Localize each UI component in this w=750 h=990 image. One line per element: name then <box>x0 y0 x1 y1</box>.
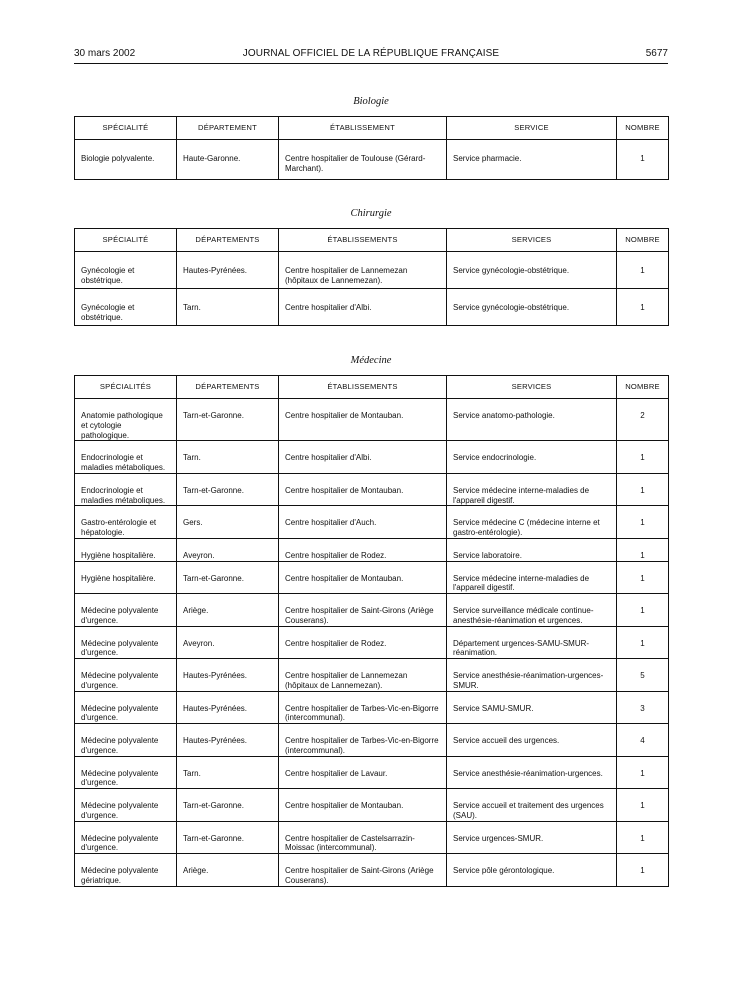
column-header-nombre: NOMBRE <box>617 229 669 252</box>
table-row <box>75 626 669 659</box>
cell-nombre: 1 <box>617 594 669 627</box>
table-row <box>75 561 669 594</box>
cell-specialite: Médecine polyvalente gériatrique. <box>75 854 177 887</box>
cell-nombre: 1 <box>617 252 669 289</box>
cell-departement: Haute-Garonne. <box>177 140 279 180</box>
cell-nombre: 1 <box>617 538 669 561</box>
cell-departement: Tarn. <box>177 756 279 789</box>
cell-nombre: 1 <box>617 506 669 539</box>
cell-specialite: Anatomie pathologique et cytologie pathologique. <box>75 399 177 441</box>
cell-departement: Ariège. <box>177 594 279 627</box>
cell-etablissement: Centre hospitalier de Castelsarrazin-Moissac (intercommunal). <box>279 821 447 854</box>
cell-departement: Gers. <box>177 506 279 539</box>
table-row <box>75 756 669 789</box>
cell-departement: Ariège. <box>177 854 279 887</box>
section-title-medecine: Médecine <box>350 355 392 366</box>
cell-etablissement: Centre hospitalier de Montauban. <box>279 561 447 594</box>
cell-nombre: 4 <box>617 724 669 757</box>
cell-specialite: Hygiène hospitalière. <box>75 538 177 561</box>
cell-etablissement: Centre hospitalier de Rodez. <box>279 538 447 561</box>
cell-nombre: 1 <box>617 821 669 854</box>
cell-departement: Tarn-et-Garonne. <box>177 399 279 441</box>
cell-nombre: 5 <box>617 659 669 692</box>
cell-service: Service anesthésie-réanimation-urgences. <box>447 756 617 789</box>
cell-departement: Hautes-Pyrénées. <box>177 252 279 289</box>
cell-departement: Hautes-Pyrénées. <box>177 659 279 692</box>
cell-etablissement: Centre hospitalier d'Albi. <box>279 441 447 474</box>
column-header-specialite: SPÉCIALITÉS <box>75 376 177 399</box>
table-biologie <box>74 116 669 180</box>
cell-etablissement: Centre hospitalier de Tarbes-Vic-en-Bigorre (intercommunal). <box>279 724 447 757</box>
cell-departement: Tarn-et-Garonne. <box>177 561 279 594</box>
column-header-etablissement: ÉTABLISSEMENT <box>279 117 447 140</box>
cell-specialite: Médecine polyvalente d'urgence. <box>75 691 177 724</box>
header-date: 30 mars 2002 <box>74 48 136 59</box>
cell-service: Service urgences-SMUR. <box>447 821 617 854</box>
cell-service: Service gynécologie-obstétrique. <box>447 252 617 289</box>
cell-service: Service gynécologie-obstétrique. <box>447 289 617 326</box>
cell-etablissement: Centre hospitalier de Lannemezan (hôpitaux de Lannemezan). <box>279 659 447 692</box>
table-medecine <box>74 375 669 887</box>
table-row <box>75 854 669 887</box>
table-row <box>75 594 669 627</box>
column-header-service: SERVICES <box>447 229 617 252</box>
table-header-row <box>75 117 669 140</box>
table-row <box>75 289 669 326</box>
cell-etablissement: Centre hospitalier d'Albi. <box>279 289 447 326</box>
cell-specialite: Endocrinologie et maladies métaboliques. <box>75 441 177 474</box>
cell-specialite: Médecine polyvalente d'urgence. <box>75 756 177 789</box>
table-row <box>75 140 669 180</box>
cell-nombre: 1 <box>617 626 669 659</box>
cell-nombre: 2 <box>617 399 669 441</box>
column-header-service: SERVICES <box>447 376 617 399</box>
column-header-departement: DÉPARTEMENT <box>177 117 279 140</box>
cell-nombre: 1 <box>617 756 669 789</box>
cell-departement: Tarn-et-Garonne. <box>177 821 279 854</box>
cell-etablissement: Centre hospitalier de Toulouse (Gérard-Marchant). <box>279 140 447 180</box>
cell-departement: Hautes-Pyrénées. <box>177 691 279 724</box>
column-header-service: SERVICE <box>447 117 617 140</box>
table-header-row <box>75 229 669 252</box>
cell-etablissement: Centre hospitalier de Saint-Girons (Ariège Couserans). <box>279 594 447 627</box>
header-rule <box>74 63 668 64</box>
table-header-row <box>75 376 669 399</box>
column-header-nombre: NOMBRE <box>617 117 669 140</box>
cell-specialite: Médecine polyvalente d'urgence. <box>75 659 177 692</box>
cell-nombre: 1 <box>617 289 669 326</box>
cell-departement: Tarn-et-Garonne. <box>177 473 279 506</box>
cell-nombre: 1 <box>617 561 669 594</box>
table-row <box>75 724 669 757</box>
cell-service: Service surveillance médicale continue-anesthésie-réanimation et urgences. <box>447 594 617 627</box>
cell-specialite: Médecine polyvalente d'urgence. <box>75 724 177 757</box>
header-journal-title: JOURNAL OFFICIEL DE LA RÉPUBLIQUE FRANÇAISE <box>242 48 500 59</box>
table-row <box>75 473 669 506</box>
cell-etablissement: Centre hospitalier de Montauban. <box>279 399 447 441</box>
cell-departement: Aveyron. <box>177 538 279 561</box>
cell-etablissement: Centre hospitalier de Montauban. <box>279 789 447 822</box>
cell-service: Service anatomo-pathologie. <box>447 399 617 441</box>
cell-service: Service SAMU-SMUR. <box>447 691 617 724</box>
table-row <box>75 538 669 561</box>
table-row <box>75 659 669 692</box>
cell-service: Service accueil et traitement des urgences (SAU). <box>447 789 617 822</box>
column-header-departement: DÉPARTEMENTS <box>177 376 279 399</box>
cell-service: Service médecine interne-maladies de l'appareil digestif. <box>447 473 617 506</box>
cell-specialite: Gynécologie et obstétrique. <box>75 289 177 326</box>
page-header <box>74 48 668 62</box>
table-row <box>75 399 669 441</box>
cell-specialite: Hygiène hospitalière. <box>75 561 177 594</box>
cell-specialite: Biologie polyvalente. <box>75 140 177 180</box>
column-header-nombre: NOMBRE <box>617 376 669 399</box>
cell-nombre: 1 <box>617 140 669 180</box>
cell-specialite: Gynécologie et obstétrique. <box>75 252 177 289</box>
cell-specialite: Endocrinologie et maladies métaboliques. <box>75 473 177 506</box>
table-row <box>75 252 669 289</box>
cell-nombre: 1 <box>617 854 669 887</box>
column-header-specialite: SPÉCIALITÉ <box>75 229 177 252</box>
cell-service: Service anesthésie-réanimation-urgences-SMUR. <box>447 659 617 692</box>
section-title-biologie: Biologie <box>353 96 389 107</box>
cell-service: Service pharmacie. <box>447 140 617 180</box>
cell-nombre: 1 <box>617 473 669 506</box>
cell-departement: Tarn-et-Garonne. <box>177 789 279 822</box>
table-row <box>75 506 669 539</box>
cell-specialite: Médecine polyvalente d'urgence. <box>75 594 177 627</box>
cell-service: Service accueil des urgences. <box>447 724 617 757</box>
column-header-specialite: SPÉCIALITÉ <box>75 117 177 140</box>
cell-service: Service endocrinologie. <box>447 441 617 474</box>
cell-specialite: Gastro-entérologie et hépatologie. <box>75 506 177 539</box>
table-row <box>75 789 669 822</box>
column-header-departement: DÉPARTEMENTS <box>177 229 279 252</box>
cell-etablissement: Centre hospitalier de Rodez. <box>279 626 447 659</box>
cell-etablissement: Centre hospitalier d'Auch. <box>279 506 447 539</box>
cell-nombre: 1 <box>617 789 669 822</box>
cell-etablissement: Centre hospitalier de Saint-Girons (Ariège Couserans). <box>279 854 447 887</box>
cell-service: Service médecine C (médecine interne et gastro-entérologie). <box>447 506 617 539</box>
header-page-number: 5677 <box>645 48 668 59</box>
cell-nombre: 1 <box>617 441 669 474</box>
cell-departement: Aveyron. <box>177 626 279 659</box>
cell-etablissement: Centre hospitalier de Lavaur. <box>279 756 447 789</box>
cell-service: Service laboratoire. <box>447 538 617 561</box>
cell-service: Service médecine interne-maladies de l'appareil digestif. <box>447 561 617 594</box>
cell-nombre: 3 <box>617 691 669 724</box>
cell-etablissement: Centre hospitalier de Tarbes-Vic-en-Bigorre (intercommunal). <box>279 691 447 724</box>
cell-specialite: Médecine polyvalente d'urgence. <box>75 821 177 854</box>
cell-departement: Tarn. <box>177 289 279 326</box>
cell-specialite: Médecine polyvalente d'urgence. <box>75 626 177 659</box>
table-chirurgie <box>74 228 669 326</box>
cell-departement: Tarn. <box>177 441 279 474</box>
column-header-etablissement: ÉTABLISSEMENTS <box>279 376 447 399</box>
column-header-etablissement: ÉTABLISSEMENTS <box>279 229 447 252</box>
cell-departement: Hautes-Pyrénées. <box>177 724 279 757</box>
cell-service: Département urgences-SAMU-SMUR-réanimation. <box>447 626 617 659</box>
table-row <box>75 691 669 724</box>
cell-specialite: Médecine polyvalente d'urgence. <box>75 789 177 822</box>
section-title-chirurgie: Chirurgie <box>350 208 392 219</box>
cell-service: Service pôle gérontologique. <box>447 854 617 887</box>
table-row <box>75 441 669 474</box>
cell-etablissement: Centre hospitalier de Lannemezan (hôpitaux de Lannemezan). <box>279 252 447 289</box>
table-row <box>75 821 669 854</box>
cell-etablissement: Centre hospitalier de Montauban. <box>279 473 447 506</box>
